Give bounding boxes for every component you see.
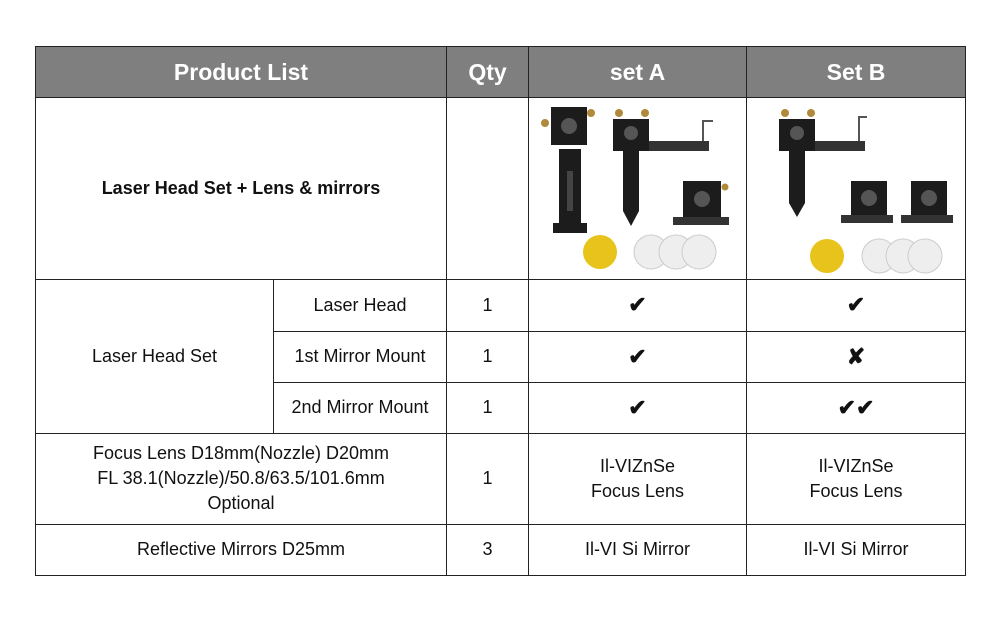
- mirrors-set-b: Il-VI Si Mirror: [747, 524, 966, 575]
- mirror1-qty: 1: [447, 331, 529, 382]
- mirror2-set-a-check: ✔: [529, 382, 747, 433]
- header-qty: Qty: [447, 47, 529, 98]
- header-set-b: Set B: [747, 47, 966, 98]
- header-product-list: Product List: [36, 47, 447, 98]
- laser-head-row: [36, 280, 966, 331]
- head-set-title: Laser Head Set + Lens & mirrors: [36, 98, 447, 280]
- laser-head-set-group-label: Laser Head Set: [36, 280, 274, 433]
- focus-lens-label: [36, 433, 447, 524]
- laser-head-set-a-photo: [533, 101, 743, 276]
- laser-head-set-a-check: ✔: [529, 280, 747, 331]
- focus-lens-label-line1: Focus Lens D18mm(Nozzle) D20mm: [92, 443, 390, 464]
- laser-head-set-b-photo: [751, 101, 961, 276]
- mirrors-set-a: Il-VI Si Mirror: [529, 524, 747, 575]
- focus-lens-label-line2: FL 38.1(Nozzle)/50.8/63.5/101.6mm: [97, 468, 385, 489]
- focus-lens-set-b: [747, 433, 966, 524]
- laser-head-qty: 1: [447, 280, 529, 331]
- focus-lens-row: [36, 433, 966, 524]
- mirror1-label: 1st Mirror Mount: [274, 331, 447, 382]
- product-list-table: [35, 46, 966, 576]
- focus-lens-set-a-line2: Focus Lens: [590, 480, 685, 501]
- focus-lens-set-b-line2: Focus Lens: [809, 480, 903, 501]
- focus-lens-set-b-line1: Il-VIZnSe: [818, 455, 894, 476]
- mirror2-label: 2nd Mirror Mount: [274, 382, 447, 433]
- header-set-a: set A: [529, 47, 747, 98]
- focus-lens-set-a-line1: Il-VIZnSe: [600, 455, 676, 476]
- image-row-qty-empty: [447, 98, 529, 280]
- mirrors-label: Reflective Mirrors D25mm: [36, 524, 447, 575]
- focus-lens-qty: 1: [447, 433, 529, 524]
- image-row: [36, 98, 966, 280]
- mirrors-row: [36, 524, 966, 575]
- header-row: [36, 47, 966, 98]
- mirror1-set-a-check: ✔: [529, 331, 747, 382]
- mirror2-set-b-check: ✔✔: [747, 382, 966, 433]
- laser-head-label: Laser Head: [274, 280, 447, 331]
- laser-head-set-b-check: ✔: [747, 280, 966, 331]
- focus-lens-label-line3: Optional: [207, 493, 275, 514]
- mirror1-set-b-cross: ✘: [747, 331, 966, 382]
- mirrors-qty: 3: [447, 524, 529, 575]
- mirror2-qty: 1: [447, 382, 529, 433]
- set-b-image-cell: [747, 98, 966, 280]
- focus-lens-set-a: [529, 433, 747, 524]
- set-a-image-cell: [529, 98, 747, 280]
